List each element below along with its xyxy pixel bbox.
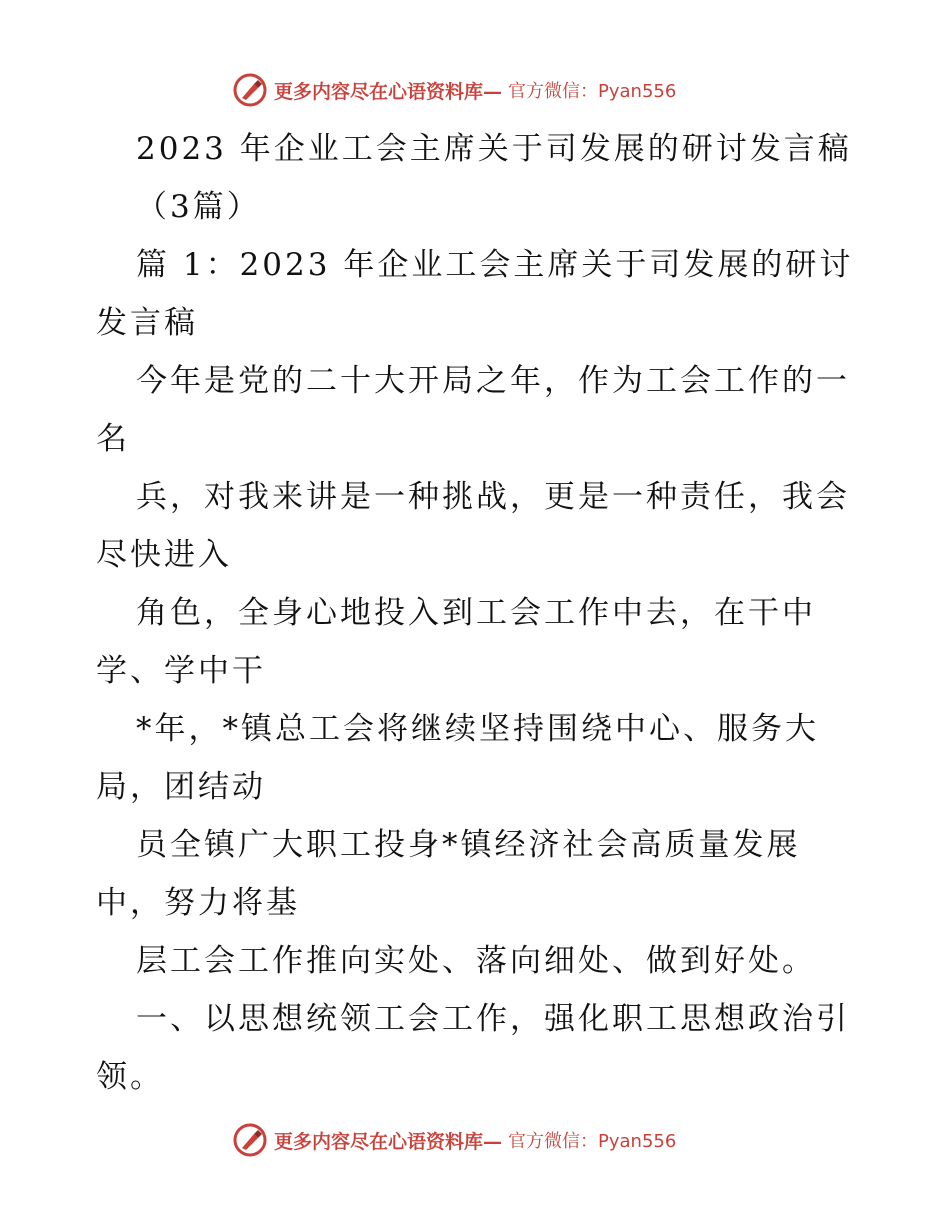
section-heading-line: 领。 (96, 1059, 164, 1095)
paragraph-line: 员全镇广大职工投身*镇经济社会高质量发展 (136, 827, 801, 863)
paragraph-line: 学、学中干 (96, 653, 266, 689)
watermark-contact: 官方微信：Pyan556 (508, 81, 677, 102)
subtitle-line-1: 篇 1：2023 年企业工会主席关于司发展的研讨 (136, 247, 854, 283)
header-watermark (232, 70, 676, 110)
subtitle-line-2: 发言稿 (96, 305, 198, 341)
paragraph-line: 兵，对我来讲是一种挑战，更是一种责任，我会 (136, 479, 850, 515)
section-heading-line: 一、以思想统领工会工作，强化职工思想政治引 (136, 1001, 850, 1037)
paragraph-line: 角色，全身心地投入到工会工作中去，在干中 (136, 595, 816, 631)
title-line-1: 2023 年企业工会主席关于司发展的研讨发言稿 (136, 131, 852, 167)
watermark-text: 更多内容尽在心语资料库— (274, 80, 503, 103)
paragraph-line: 中，努力将基 (96, 885, 300, 921)
paragraph-line: 今年是党的二十大开局之年，作为工会工作的一 (136, 363, 850, 399)
paragraph-line: 名 (96, 421, 130, 457)
watermark-text: 更多内容尽在心语资料库— (274, 1130, 503, 1153)
title-line-2: （3篇） (136, 189, 261, 225)
paragraph-line: 局，团结动 (96, 769, 266, 805)
paragraph-line: *年，*镇总工会将继续坚持围绕中心、服务大 (136, 711, 819, 747)
watermark-contact: 官方微信：Pyan556 (508, 1131, 677, 1152)
footer-watermark (232, 1120, 676, 1160)
document-body (96, 120, 876, 1106)
pen-nib-logo-icon (232, 72, 268, 108)
paragraph-line: 尽快进入 (96, 537, 232, 573)
pen-nib-logo-icon (232, 1122, 268, 1158)
paragraph-line: 层工会工作推向实处、落向细处、做到好处。 (136, 943, 816, 979)
